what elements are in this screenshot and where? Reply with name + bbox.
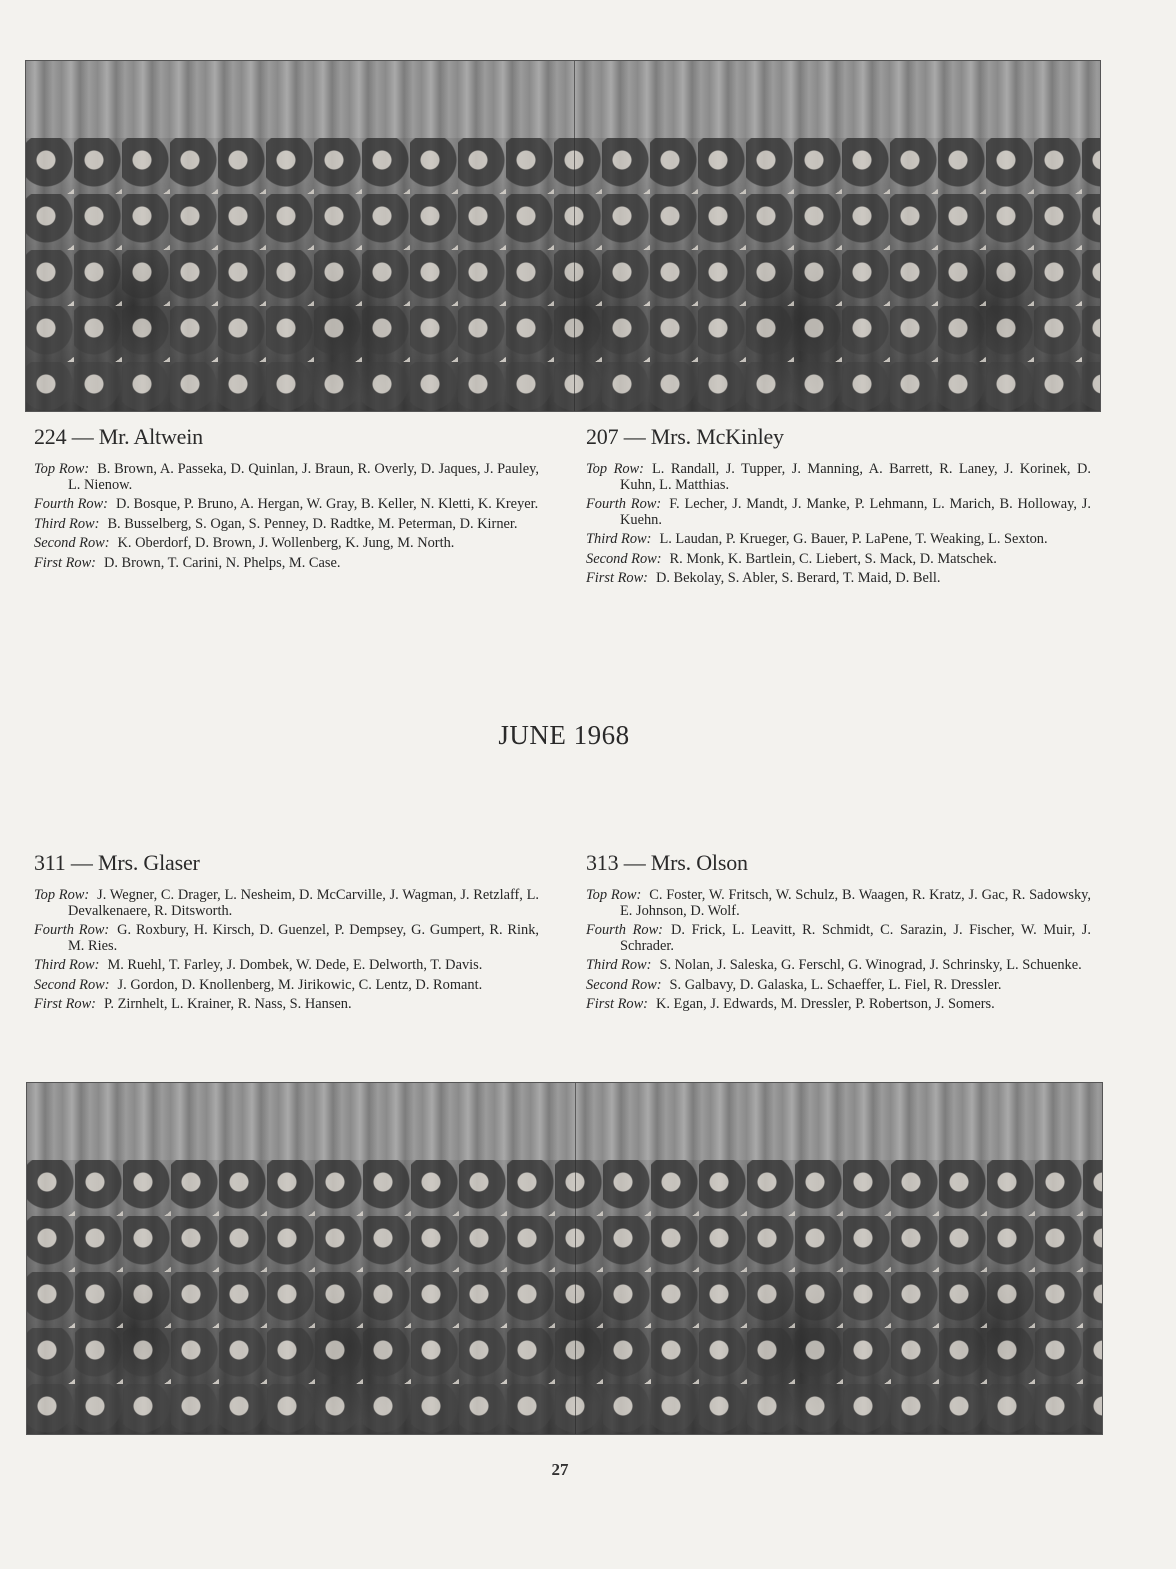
page-number: 27 — [551, 1460, 569, 1479]
caption-207 — [586, 424, 1091, 591]
page-heading: JUNE 1968 — [498, 720, 630, 750]
class-title: 224 — Mr. Altwein — [34, 424, 203, 449]
photo-crowd — [26, 138, 1100, 411]
row-second: Second Row: R. Monk, K. Bartlein, C. Liebert, S. Mack, D. Matschek. — [586, 550, 997, 567]
row-third: Third Row: S. Nolan, J. Saleska, G. Ferschl, G. Winograd, J. Schrinsky, L. Schuenke. — [586, 957, 1082, 973]
row-first: First Row: P. Zirnhelt, L. Krainer, R. Nass, S. Hansen. — [34, 996, 352, 1012]
row-top: Top Row: L. Randall, J. Tupper, J. Manning, A. Barrett, R. Laney, J. Korinek, D. Kuhn, L. Matthias. — [586, 461, 1092, 493]
class-title: 207 — Mrs. McKinley — [586, 424, 784, 449]
row-second: Second Row: K. Oberdorf, D. Brown, J. Wollenberg, K. Jung, M. North. — [34, 535, 455, 551]
row-third: Third Row: L. Laudan, P. Krueger, G. Bauer, P. LaPene, T. Weaking, L. Sexton. — [586, 531, 1048, 547]
photo-crowd — [27, 1160, 1102, 1434]
row-third: Third Row: B. Busselberg, S. Ogan, S. Penney, D. Radtke, M. Peterman, D. Kirner. — [34, 515, 518, 532]
class-title: 313 — Mrs. Olson — [586, 850, 748, 875]
photo-seam — [574, 61, 575, 411]
row-top: Top Row: B. Brown, A. Passeka, D. Quinlan, J. Braun, R. Overly, D. Jaques, J. Pauley, L. Nienow. — [34, 461, 539, 493]
caption-224 — [34, 424, 539, 575]
photo-seam — [575, 1083, 576, 1434]
class-photo-bottom — [26, 1082, 1103, 1435]
row-first: First Row: K. Egan, J. Edwards, M. Dressler, P. Robertson, J. Somers. — [586, 996, 995, 1012]
row-fourth: Fourth Row: D. Frick, L. Leavitt, R. Schmidt, C. Sarazin, J. Fischer, W. Muir, J. Schrader. — [586, 922, 1091, 954]
row-top: Top Row: J. Wegner, C. Drager, L. Nesheim, D. McCarville, J. Wagman, J. Retzlaff, L. Devalkenaere, R. Ditsworth. — [34, 887, 539, 919]
caption-311 — [34, 850, 539, 1017]
row-second: Second Row: S. Galbavy, D. Galaska, L. Schaeffer, L. Fiel, R. Dressler. — [586, 976, 1002, 993]
row-first: First Row: D. Bekolay, S. Abler, S. Berard, T. Maid, D. Bell. — [586, 570, 941, 586]
row-fourth: Fourth Row: G. Roxbury, H. Kirsch, D. Guenzel, P. Dempsey, G. Gumpert, R. Rink, M. Ries. — [34, 922, 539, 954]
row-fourth: Fourth Row: F. Lecher, J. Mandt, J. Manke, P. Lehmann, L. Marich, B. Holloway, J. Kuehn. — [586, 496, 1091, 528]
row-fourth: Fourth Row: D. Bosque, P. Bruno, A. Hergan, W. Gray, B. Keller, N. Kletti, K. Kreyer. — [34, 496, 539, 512]
row-first: First Row: D. Brown, T. Carini, N. Phelps, M. Case. — [34, 554, 341, 571]
row-second: Second Row: J. Gordon, D. Knollenberg, M. Jirikowic, C. Lentz, D. Romant. — [34, 976, 483, 993]
caption-313 — [586, 850, 1091, 1017]
row-top: Top Row: C. Foster, W. Fritsch, W. Schulz, B. Waagen, R. Kratz, J. Gac, R. Sadowsky, E. Johnson, D. Wolf. — [586, 887, 1092, 919]
row-third: Third Row: M. Ruehl, T. Farley, J. Dombek, W. Dede, E. Delworth, T. Davis. — [34, 957, 483, 973]
class-title: 311 — Mrs. Glaser — [34, 850, 200, 875]
class-photo-top — [25, 60, 1101, 412]
